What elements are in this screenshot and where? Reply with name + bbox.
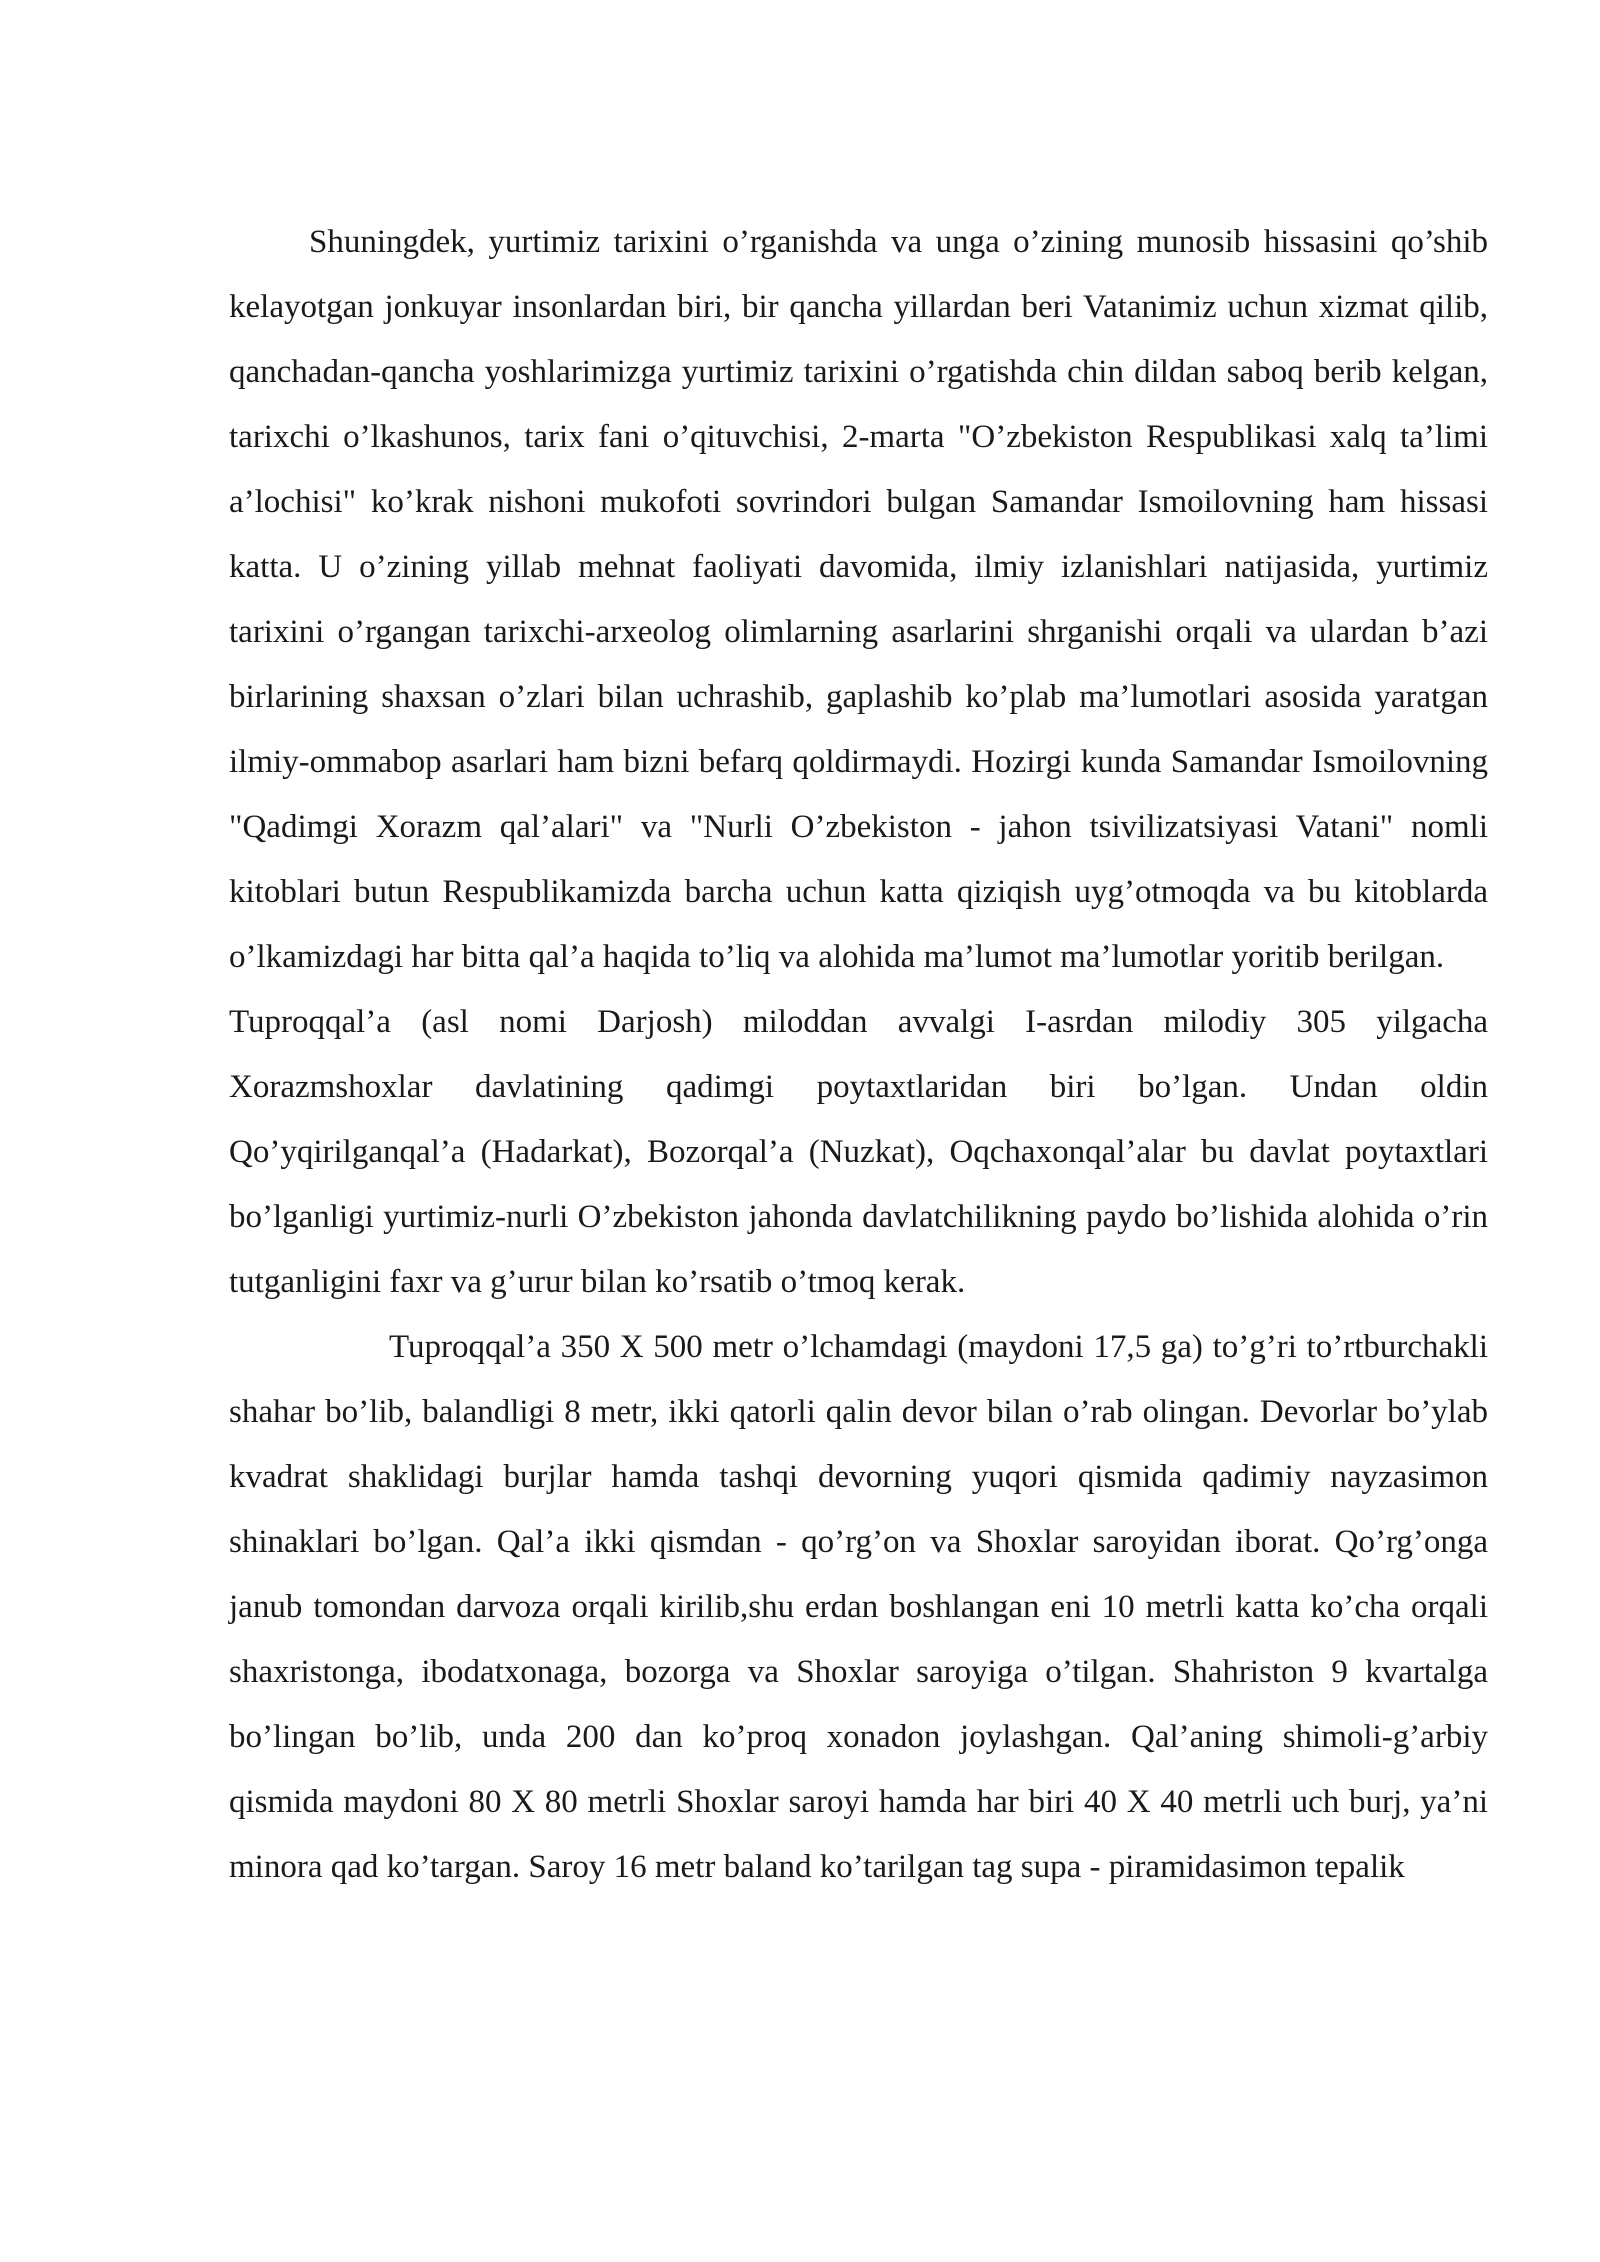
paragraph-tuproqqala-description: Tuproqqal’a 350 X 500 metr o’lchamdagi (maydoni 17,5 ga) to’g’ri to’rtburchakli shahar bo’lib, balandligi 8 metr, ikki qatorli qalin devor bilan o’rab olingan. Devorlar bo’ylab kvadrat shaklidagi burjlar hamda tashqi devorning yuqori qismida qadimiy nayzasimon shinaklari bo’lgan. Qal’a ikki qismdan - qo’rg’on va Shoxlar saroyidan iborat. Qo’rg’onga janub tomondan darvoza orqali kirilib,shu erdan boshlangan eni 10 metrli katta ko’cha orqali shaxristonga, ibodatxonaga, bozorga va Shoxlar saroyiga o’tilgan. Shahriston 9 kvartalga bo’lingan bo’lib, unda 200 dan ko’proq xonadon joylashgan. Qal’aning shimoli-g’arbiy qismida maydoni 80 X 80 metrli Shoxlar saroyi hamda har biri 40 X 40 metrli uch burj, ya’ni minora qad ko’targan. Saroy 16 metr baland ko’tarilgan tag supa - piramidasimon tepalik (229, 1329, 1488, 1885)
paragraph-tuproqqala-history: Tuproqqal’a (asl nomi Darjosh) miloddan avvalgi I-asrdan milodiy 305 yilgacha Xorazmshoxlar davlatining qadimgi poytaxtlaridan biri bo’lgan. Undan oldin Qo’yqirilganqal’a (Hadarkat), Bozorqal’a (Nuzkat), Oqchaxonqal’alar bu davlat poytaxtlari bo’lganligi yurtimiz-nurli O’zbekiston jahonda davlatchilikning paydo bo’lishida alohida o’rin tutganligini faxr va g’urur bilan ko’rsatib o’tmoq kerak. (229, 1004, 1488, 1300)
document-body (229, 210, 1488, 1900)
paragraph-samandar-ismoilov: Shuningdek, yurtimiz tarixini o’rganishda va unga o’zining munosib hissasini qo’shib kelayotgan jonkuyar insonlardan biri, bir qancha yillardan beri Vatanimiz uchun xizmat qilib, qanchadan-qancha yoshlarimizga yurtimiz tarixini o’rgatishda chin dildan saboq berib kelgan, tarixchi o’lkashunos, tarix fani o’qituvchisi, 2-marta "O’zbekiston Respublikasi xalq ta’limi a’lochisi" ko’krak nishoni mukofoti sovrindori bulgan Samandar Ismoilovning ham hissasi katta. U o’zining yillab mehnat faoliyati davomida, ilmiy izlanishlari natijasida, yurtimiz tarixini o’rgangan tarixchi-arxeolog olimlarning asarlarini shrganishi orqali va ulardan b’azi birlarining shaxsan o’zlari bilan uchrashib, gaplashib ko’plab ma’lumotlari asosida yaratgan ilmiy-ommabop asarlari ham bizni befarq qoldirmaydi. Hozirgi kunda Samandar Ismoilovning "Qadimgi Xorazm qal’alari" va "Nurli O’zbekiston - jahon tsivilizatsiyasi Vatani" nomli kitoblari butun Respublikamizda barcha uchun katta qiziqish uyg’otmoqda va bu kitoblarda o’lkamizdagi har bitta qal’a haqida to’liq va alohida ma’lumot ma’lumotlar yoritib berilgan. (229, 224, 1488, 975)
